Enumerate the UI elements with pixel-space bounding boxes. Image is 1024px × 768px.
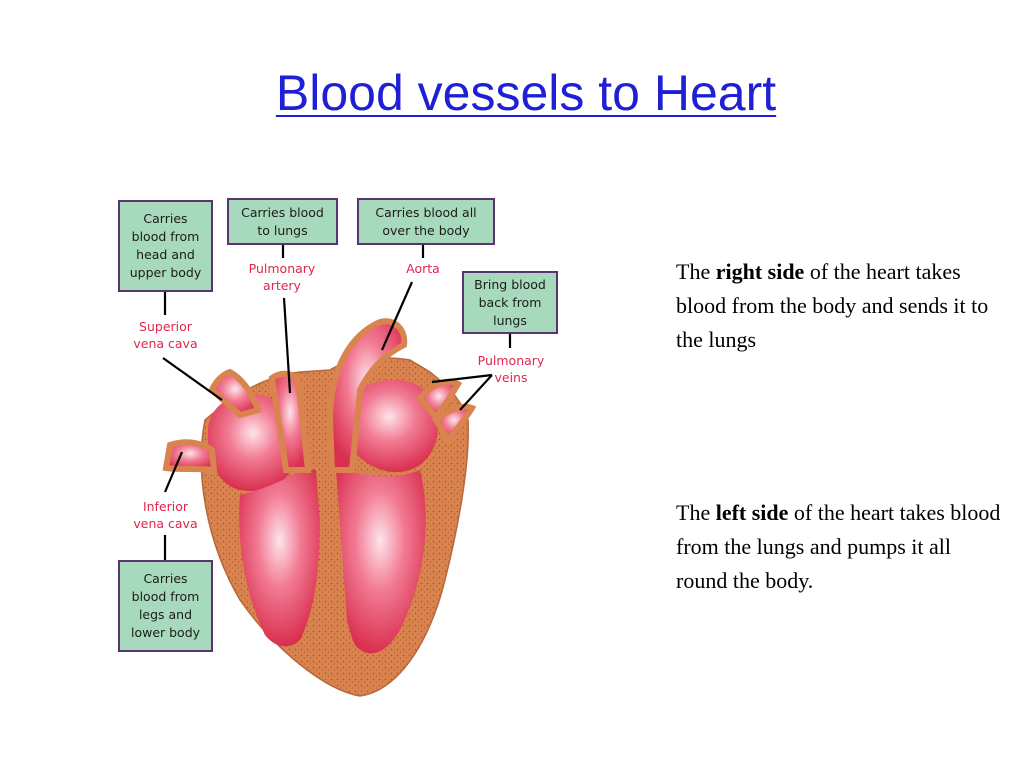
box-legs-lower-body: Carries blood from legs and lower body	[118, 560, 213, 652]
label-superior-vena-cava: Superior vena cava	[133, 319, 198, 351]
inferior-vena-cava	[166, 442, 214, 470]
note-left-post: of the heart takes blood from the lungs and pumps it all round the body.	[676, 500, 1001, 593]
note-right-side	[676, 255, 1006, 357]
note-left-side	[676, 496, 1006, 598]
note-left-pre: The	[676, 500, 716, 525]
note-right-post: of the heart takes blood from the body and sends it to the lungs	[676, 259, 989, 352]
slide-title: Blood vessels to Heart	[275, 65, 777, 121]
note-right-pre: The	[676, 259, 716, 284]
box-all-over-body: Carries blood all over the body	[357, 198, 495, 245]
box-back-from-lungs: Bring blood back from lungs	[462, 271, 558, 334]
box-to-lungs: Carries blood to lungs	[227, 198, 338, 245]
box-head-upper-body: Carries blood from head and upper body	[118, 200, 213, 292]
note-left-bold: left side	[715, 500, 789, 525]
label-inferior-vena-cava: Inferior vena cava	[133, 499, 198, 531]
label-aorta: Aorta	[406, 261, 440, 276]
label-pulmonary-artery: Pulmonary artery	[248, 261, 316, 293]
note-right-bold: right side	[715, 259, 805, 284]
label-pulmonary-veins: Pulmonary veins	[477, 353, 545, 385]
leader-line	[163, 358, 222, 400]
right-ventricle	[239, 470, 319, 646]
